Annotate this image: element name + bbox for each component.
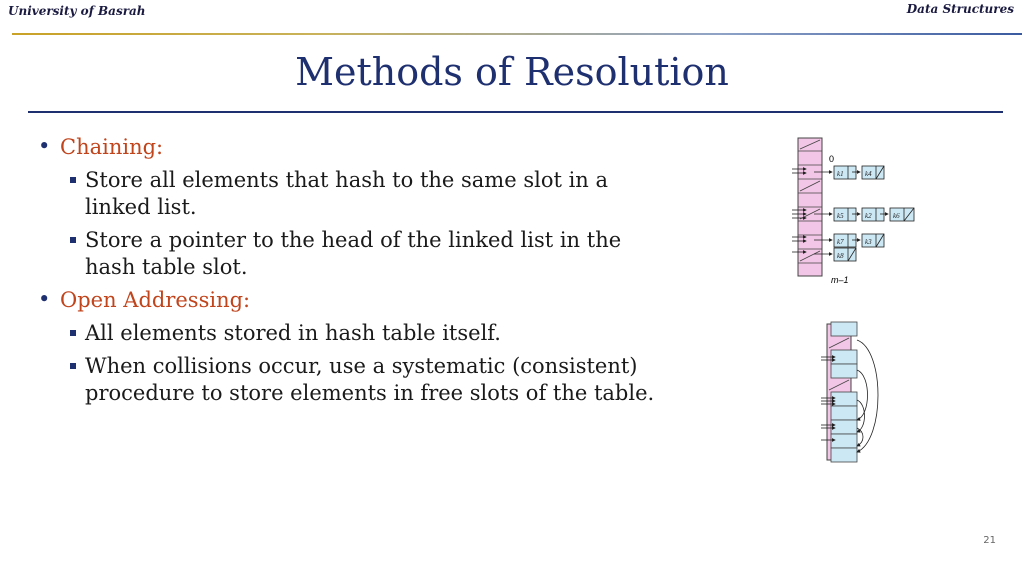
header-divider bbox=[12, 33, 1022, 35]
chaining-diagram bbox=[786, 136, 926, 286]
bullet-heading: Chaining: bbox=[60, 135, 164, 159]
sub-bullet-text: Store all elements that hash to the same slot in a linked list. bbox=[85, 168, 609, 219]
bullet-dot-icon: • bbox=[38, 287, 51, 311]
node-key: k8 bbox=[837, 252, 844, 260]
node-key: k4 bbox=[865, 170, 872, 178]
node-key: k6 bbox=[893, 212, 900, 220]
node-key: k1 bbox=[837, 170, 844, 178]
chain-row-3 bbox=[814, 234, 884, 247]
page-number: 21 bbox=[983, 535, 996, 546]
sub-bullet bbox=[38, 227, 678, 281]
bullet-dot-icon: • bbox=[38, 134, 51, 158]
node-key: k2 bbox=[865, 212, 872, 220]
square-bullet-icon bbox=[70, 237, 76, 243]
sub-bullet-text: When collisions occur, use a systematic (consistent) procedure to store elements in free slots of the table. bbox=[85, 354, 655, 405]
node-key: k3 bbox=[865, 238, 872, 246]
chain-row-2 bbox=[814, 208, 914, 221]
header-course: Data Structures bbox=[906, 2, 1014, 16]
sub-bullet bbox=[38, 353, 678, 407]
slide-content bbox=[38, 134, 678, 413]
sub-bullet-text: All elements stored in hash table itself. bbox=[85, 321, 501, 345]
node-key: k5 bbox=[837, 212, 844, 220]
sub-bullet-text: Store a pointer to the head of the linked list in the hash table slot. bbox=[85, 228, 622, 279]
square-bullet-icon bbox=[70, 330, 76, 336]
chain-row-1 bbox=[814, 166, 884, 179]
slide-title: Methods of Resolution bbox=[295, 50, 729, 94]
title-divider bbox=[28, 111, 1003, 113]
open-addressing-diagram bbox=[815, 320, 905, 465]
bullet-chaining bbox=[38, 134, 678, 161]
square-bullet-icon bbox=[70, 363, 76, 369]
sub-bullet bbox=[38, 320, 678, 347]
hash-table-slots bbox=[798, 138, 822, 276]
header-university: University of Basrah bbox=[8, 4, 146, 18]
bullet-open-addressing bbox=[38, 287, 678, 314]
sub-bullet bbox=[38, 167, 678, 221]
node-key: k7 bbox=[837, 238, 844, 246]
slot-label-top: 0 bbox=[829, 154, 835, 164]
bullet-heading: Open Addressing: bbox=[60, 288, 251, 312]
slot-label-bottom: m–1 bbox=[831, 275, 849, 285]
square-bullet-icon bbox=[70, 177, 76, 183]
